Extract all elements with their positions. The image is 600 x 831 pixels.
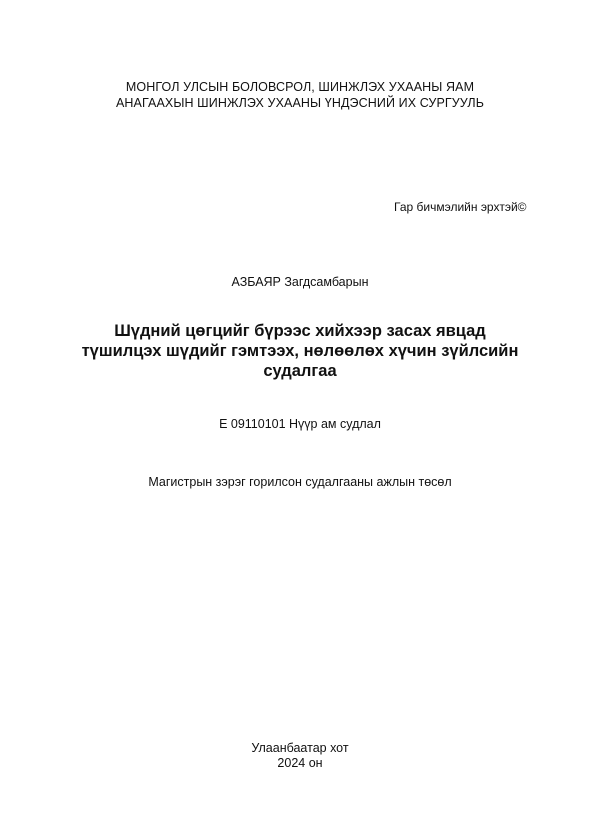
footer-year: 2024 он	[277, 756, 323, 770]
institution-line-1: МОНГОЛ УЛСЫН БОЛОВСРОЛ, ШИНЖЛЭХ УХААНЫ ЯАМ	[125, 80, 475, 94]
thesis-title-line-1: Шүдний цөгцийг бүрээс хийхээр засах явцад	[114, 322, 486, 340]
program-code: Е 09110101 Нүүр ам судлал	[219, 417, 381, 431]
thesis-title-line-2: түшилцэх шүдийг гэмтээх, нөлөөлөх хүчин зүйлсийн	[81, 342, 519, 360]
thesis-title-line-3: судалгаа	[263, 362, 337, 380]
author-name: АЗБАЯР Загдсамбарын	[231, 275, 369, 289]
footer-city: Улаанбаатар хот	[251, 741, 349, 755]
institution-line-2: АНАГААХЫН ШИНЖЛЭХ УХААНЫ ҮНДЭСНИЙ ИХ СУРГУУЛЬ	[115, 96, 485, 110]
rights-notice: Гар бичмэлийн эрхтэй©	[394, 200, 527, 214]
degree-note: Магистрын зэрэг горилсон судалгааны ажлын төсөл	[148, 475, 452, 489]
